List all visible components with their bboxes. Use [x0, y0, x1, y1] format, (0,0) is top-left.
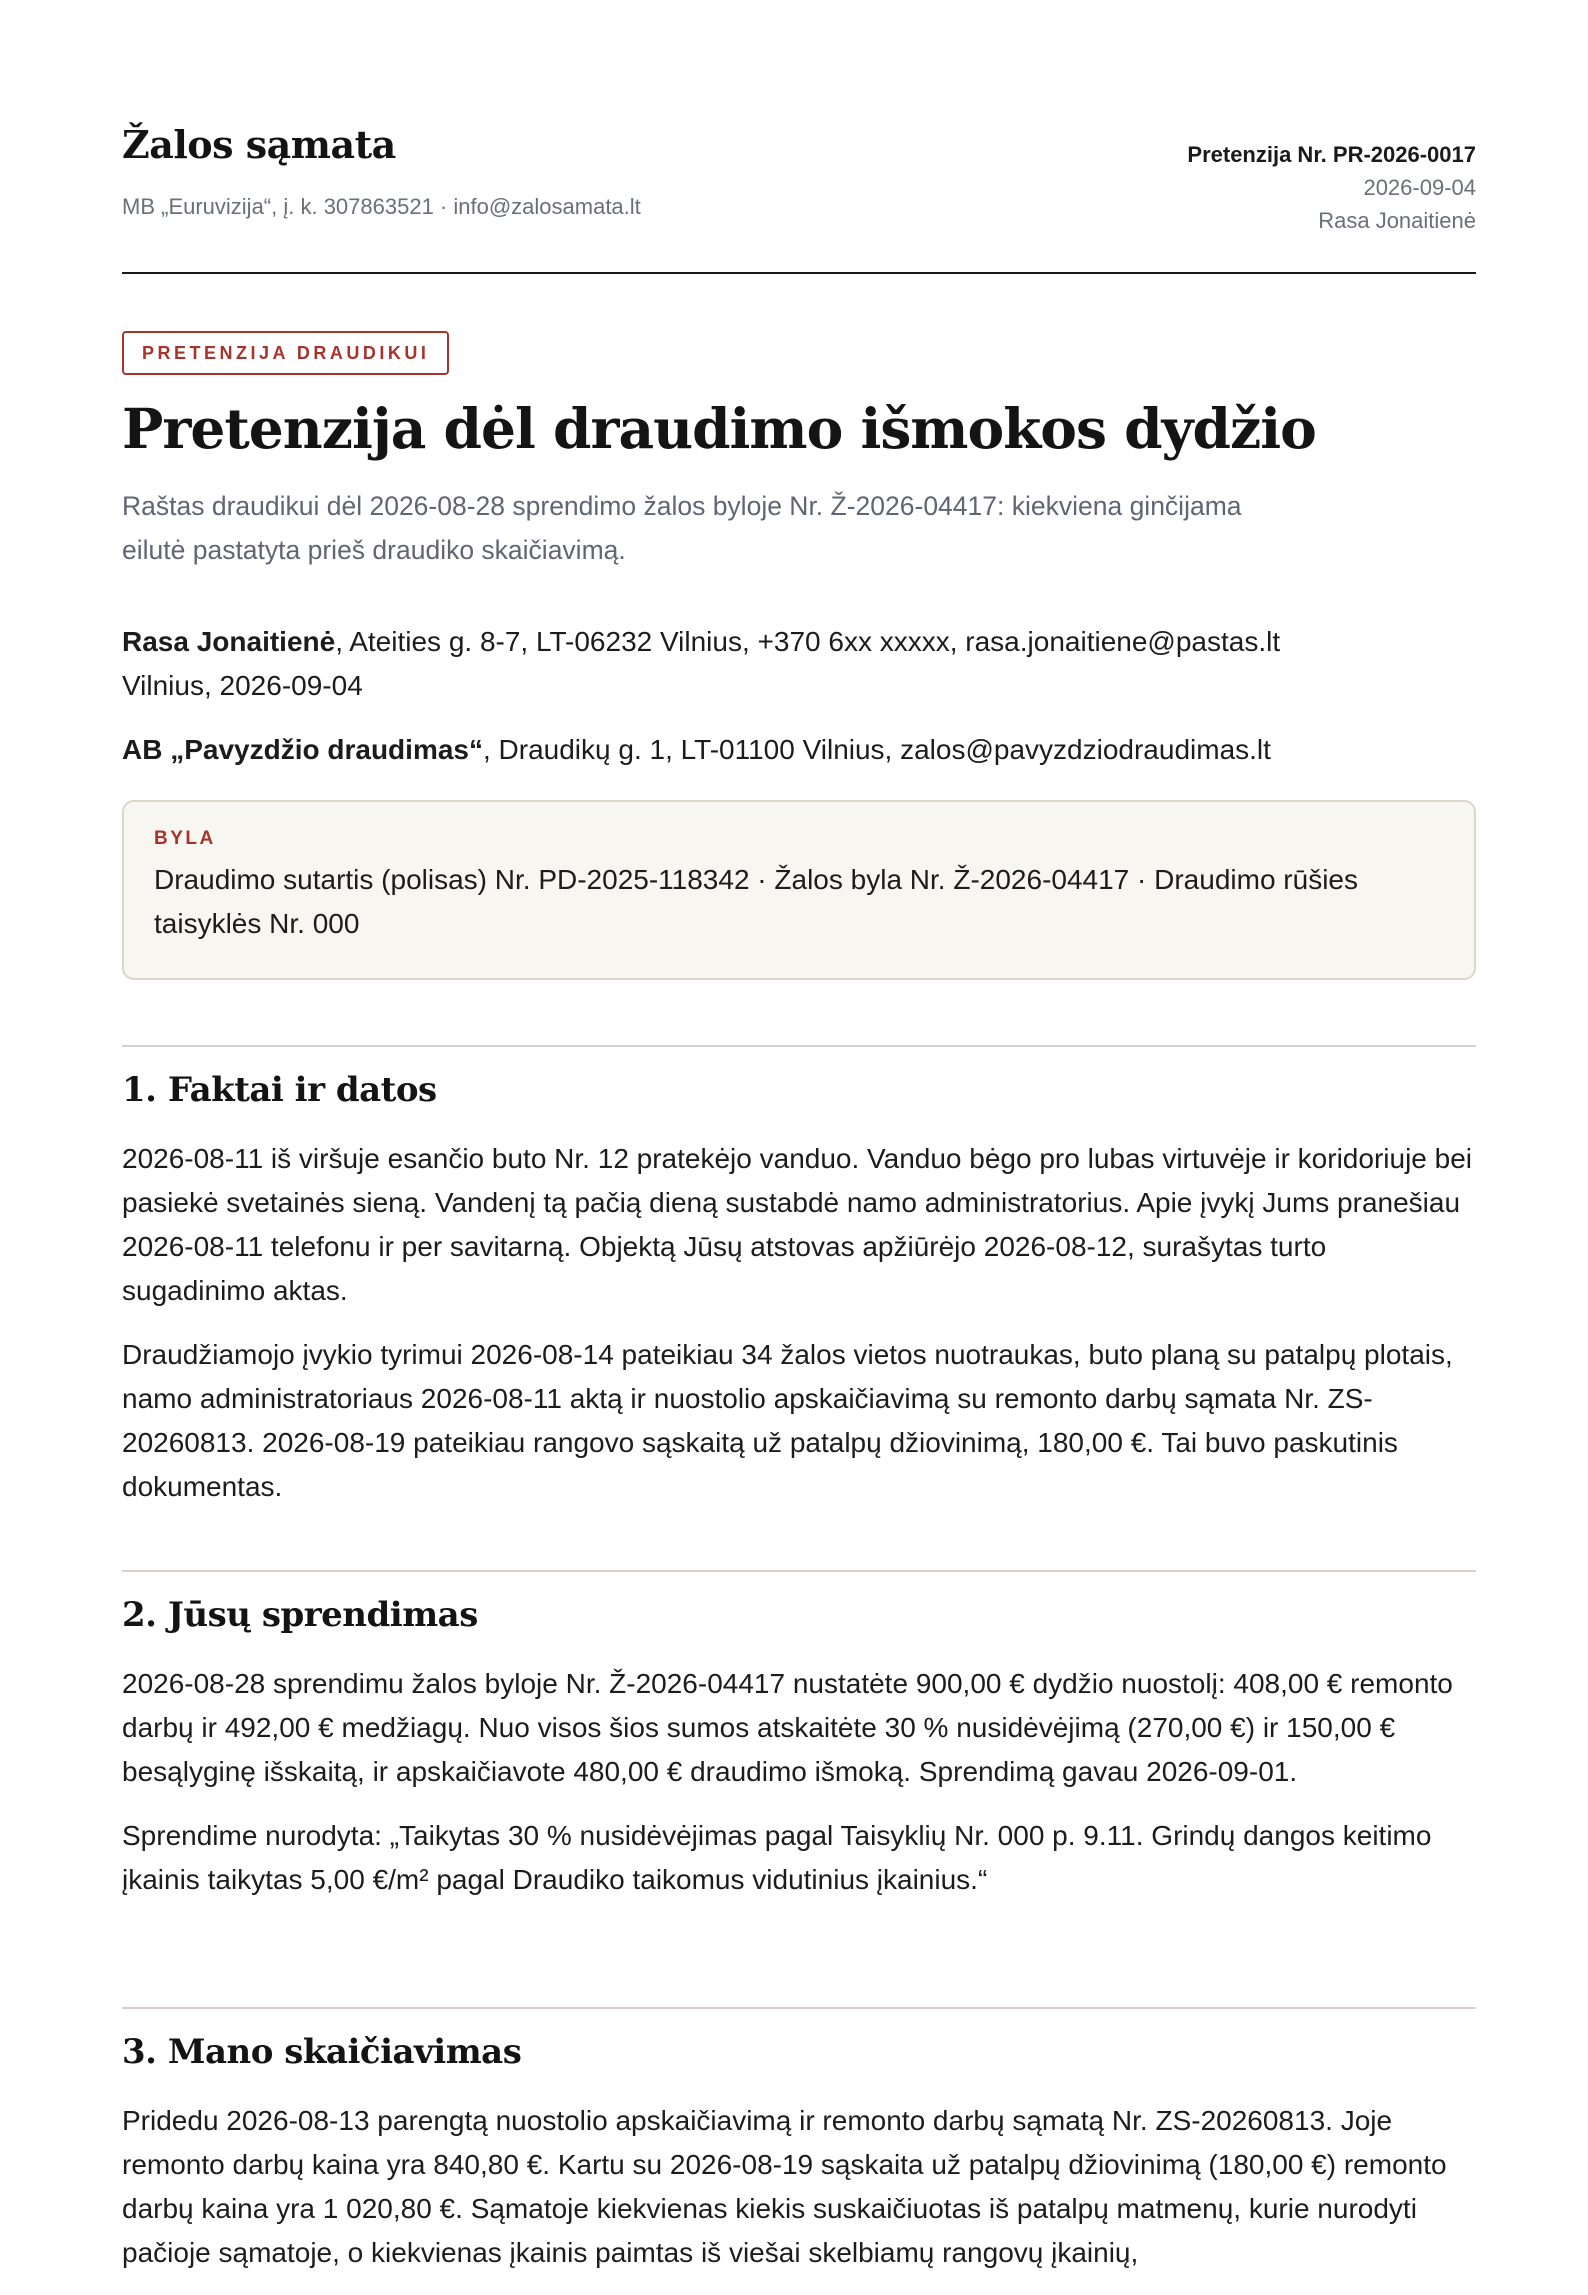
section-heading: 2. Jūsų sprendimas — [122, 1595, 478, 1635]
document-date: 2026-09-04 — [1363, 175, 1476, 200]
document-author: Rasa Jonaitienė — [1318, 208, 1476, 233]
recipient-name: AB „Pavyzdžio draudimas“ — [122, 734, 483, 765]
recipient-line — [122, 728, 1476, 772]
recipient-details: , Draudikų g. 1, LT-01100 Vilnius, zalos@pavyzdziodraudimas.lt — [482, 734, 1271, 765]
case-text: Draudimo sutartis (polisas) Nr. PD-2025-118342 · Žalos byla Nr. Ž-2026-04417 · Draudimo rūšies taisyklės Nr. 000 — [154, 864, 1358, 939]
sender-name: Rasa Jonaitienė — [122, 626, 336, 657]
section-heading: 1. Faktai ir datos — [122, 1070, 437, 1110]
section-paragraph: 2026-08-11 iš viršuje esančio buto Nr. 12 pratekėjo vanduo. Vanduo bėgo pro lubas virtuvėje ir koridoriuje bei pasiekė svetainės sieną. Vandenį tą pačią dieną sustabdė namo administratorius. Apie įvykį Jums pranešiau 2026-08-11 telefonu ir per savitarną. Objektą Jūsų atstovas apžiūrėjo 2026-08-12, surašytas turto sugadinimo aktas. — [122, 1143, 1473, 1306]
section-facts — [122, 1045, 1476, 1502]
document-header — [122, 0, 1476, 274]
section-decision — [122, 1570, 1476, 1895]
lead-paragraph: Raštas draudikui dėl 2026-08-28 sprendimo žalos byloje Nr. Ž-2026-04417: kiekviena ginčijama eilutė pastatyta prieš draudiko skaičiavimą. — [122, 491, 1242, 565]
section-paragraph: Draudžiamojo įvykio tyrimui 2026-08-14 pateikiau 34 žalos vietos nuotraukas, buto planą su patalpų plotais, namo administratoriaus 2026-08-11 aktą ir nuostolio apskaičiavimą su remonto darbų sąmata Nr. ZS-20260813. 2026-08-19 pateikiau rangovo sąskaitą už patalpų džiovinimą, 180,00 €. Tai buvo paskutinis dokumentas. — [122, 1339, 1453, 1502]
document-meta — [1187, 138, 1476, 237]
brand-name: Žalos sąmata — [122, 122, 396, 167]
sender-line — [122, 620, 1476, 664]
parties-block — [122, 620, 1476, 772]
claim-number: Pretenzija Nr. PR-2026-0017 — [1187, 142, 1476, 167]
page-title: Pretenzija dėl draudimo išmokos dydžio — [122, 396, 1316, 461]
place-date: Vilnius, 2026-09-04 — [122, 670, 363, 701]
sender-details: , Ateities g. 8-7, LT-06232 Vilnius, +370 6xx xxxxx, rasa.jonaitiene@pastas.lt — [335, 626, 1281, 657]
case-label: BYLA — [154, 828, 216, 849]
section-paragraph: Sprendime nurodyta: „Taikytas 30 % nusidėvėjimas pagal Taisyklių Nr. 000 p. 9.11. Grindų dangos keitimo įkainis taikytas 5,00 €/m² pagal Draudiko taikomus vidutinius įkainius.“ — [122, 1820, 1432, 1895]
document-page — [122, 0, 1476, 2268]
company-details: MB „Euruvizija“, į. k. 307863521 · info@zalosamata.lt — [122, 194, 641, 219]
case-info-box — [122, 800, 1476, 980]
section-heading: 3. Mano skaičiavimas — [122, 2032, 522, 2072]
section-paragraph: Pridedu 2026-08-13 parengtą nuostolio apskaičiavimą ir remonto darbų sąmatą Nr. ZS-20260813. Joje remonto darbų kaina yra 840,80 €. Kartu su 2026-08-19 sąskaita už patalpų džiovinimą (180,00 €) remonto darbų kaina yra 1 020,80 €. Sąmatoje kiekvienas kiekis suskaičiuotas iš patalpų matmenų, kurie nurodyti pačioje sąmatoje, o kiekvienas įkainis paimtas iš viešai skelbiamų rangovų įkainių, — [122, 2105, 1447, 2268]
section-paragraph: 2026-08-28 sprendimu žalos byloje Nr. Ž-2026-04417 nustatėte 900,00 € dydžio nuostolį: 408,00 € remonto darbų ir 492,00 € medžiagų. Nuo visos šios sumos atskaitėte 30 % nusidėvėjimą (270,00 €) ir 150,00 € besąlyginę išskaitą, ir apskaičiavote 480,00 € draudimo išmoką. Sprendimą gavau 2026-09-01. — [122, 1668, 1453, 1787]
document-type-badge: PRETENZIJA DRAUDIKUI — [122, 331, 449, 375]
section-my-calculation — [122, 2007, 1476, 2268]
